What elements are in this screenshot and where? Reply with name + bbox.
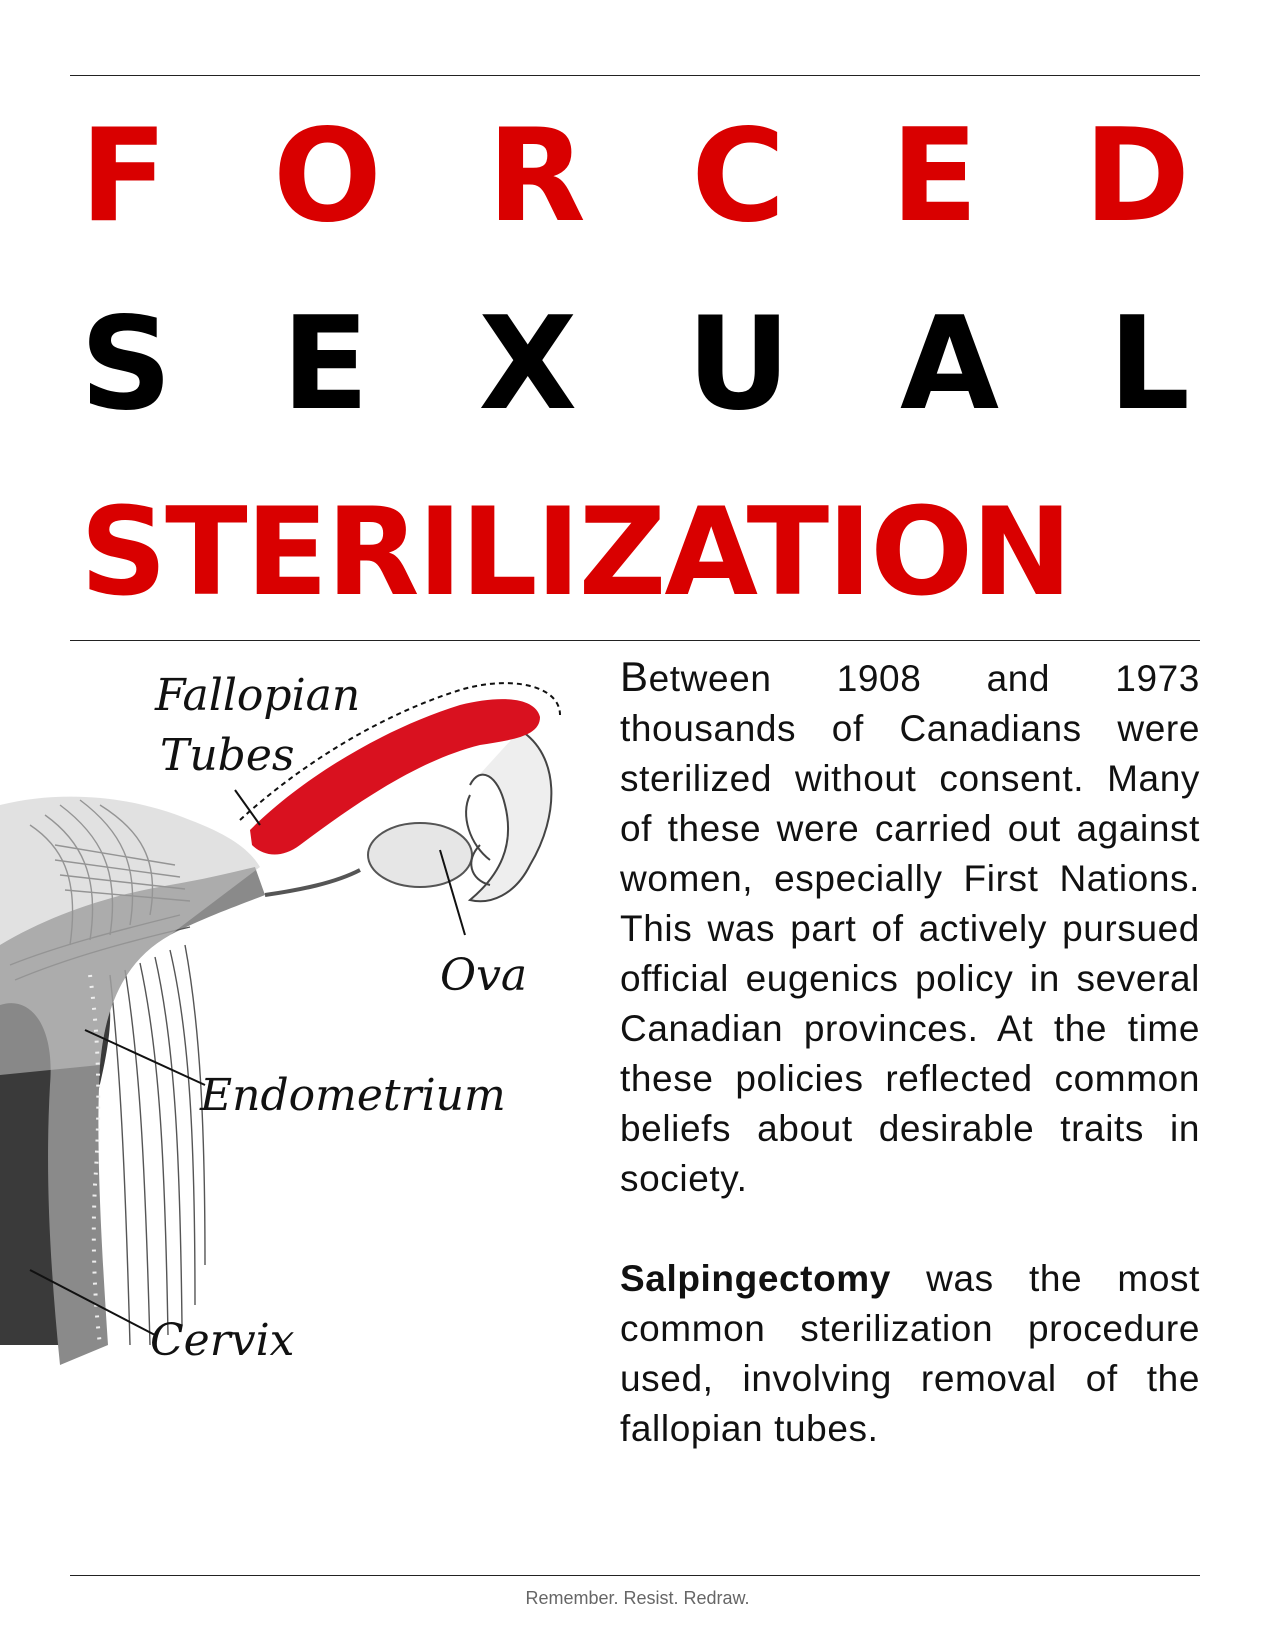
pointer-line-tubes (235, 790, 260, 825)
middle-divider (70, 640, 1200, 641)
label-tubes: Tubes (160, 730, 295, 781)
title-letter: D (1083, 102, 1190, 251)
fimbriae-shape (470, 730, 551, 901)
title-letter: A (899, 290, 999, 439)
title-letter: O (272, 102, 382, 251)
title-letter: C (691, 102, 786, 251)
footer-slogan: Remember. Resist. Redraw. (525, 1588, 750, 1608)
title-letter: F (80, 102, 168, 251)
term-salpingectomy: Salpingectomy (620, 1258, 891, 1299)
title-letter: S (80, 290, 173, 439)
title-letter: U (686, 290, 791, 439)
label-fallopian: Fallopian (155, 670, 361, 721)
label-cervix: Cervix (150, 1315, 295, 1366)
ovarian-ligament (265, 870, 360, 895)
label-endometrium: Endometrium (200, 1070, 506, 1121)
body-text (620, 652, 1200, 1454)
uterus-illustration (0, 645, 600, 1435)
paragraph-history-text: etween 1908 and 1973 thousands of Canadians were sterilized without consent. Many of these were carried out against women, especially First Nations. This was part of actively pursued official eugenics policy in several Canadian provinces. At the time these policies reflected common beliefs about desirable traits in society. (620, 658, 1200, 1199)
title-line-sterilization: STERILIZATION (80, 482, 1071, 623)
paragraph-procedure (620, 1254, 1200, 1454)
first-letter: B (620, 653, 649, 700)
uterus-muscle-region (0, 797, 260, 1075)
paragraph-history (620, 652, 1200, 1204)
label-ova: Ova (440, 950, 528, 1001)
title-letter: E (890, 102, 979, 251)
title-line-sexual (80, 290, 1190, 439)
title-line-forced (80, 102, 1190, 251)
title-letter: E (281, 290, 370, 439)
top-divider (70, 75, 1200, 76)
ovary-shape (368, 823, 472, 887)
paragraph-procedure-text: was the most common sterilization procedure used, involving removal of the fallopian tubes. (620, 1258, 1200, 1449)
title-letter: X (478, 290, 578, 439)
title-letter: R (487, 102, 586, 251)
bottom-divider (70, 1575, 1200, 1576)
fimbriae-detail (466, 795, 490, 885)
title-letter: L (1108, 290, 1190, 439)
